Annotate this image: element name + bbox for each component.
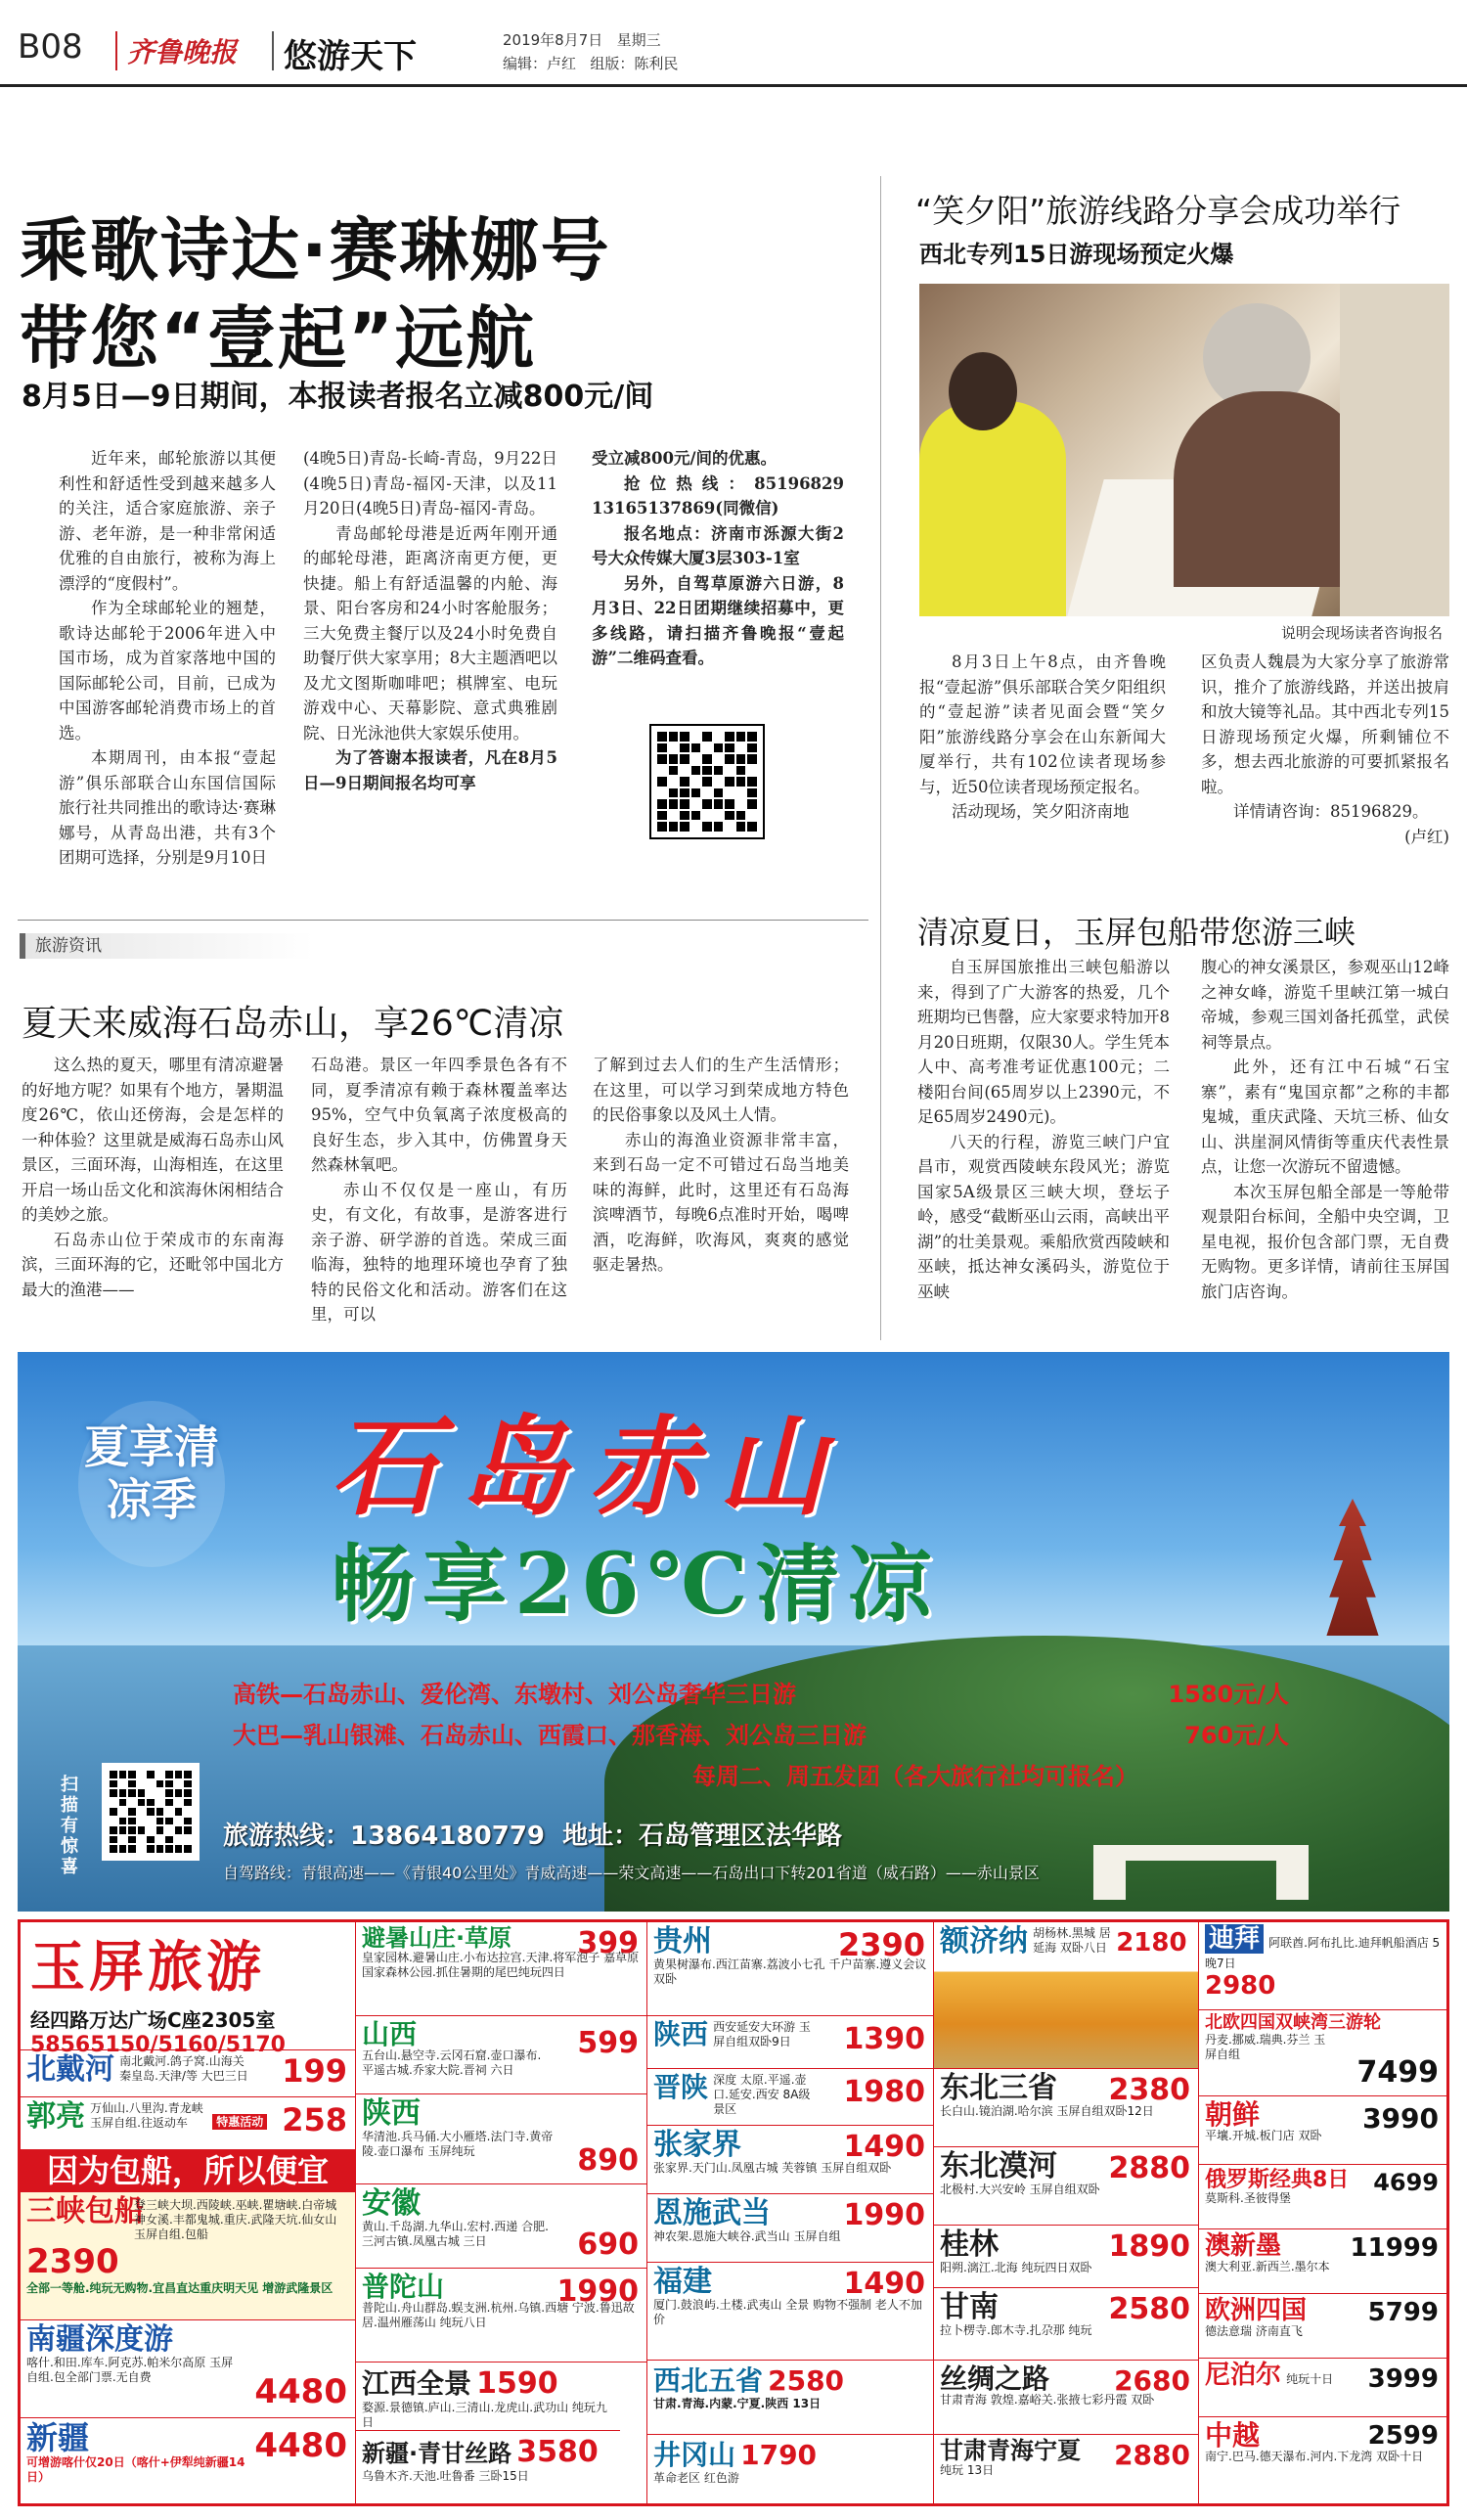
deal-aunz[interactable]: 澳新墨 11999 澳大利亚.新西兰.墨尔本 xyxy=(1199,2229,1446,2294)
ad-slogan: 夏享清凉季 xyxy=(78,1401,225,1567)
deal-fujian[interactable]: 福建 1490 厦门.鼓浪屿.土楼.武夷山 全景 购物不强制 老人不加价 xyxy=(647,2263,933,2361)
boat-column-1: 自玉屏国旅推出三峡包船游以来，得到了广大游客的热爱，几个班期均已售罄，应大家要求特加开8月20日班期，仅限30人。学生凭本人中、高考准考证优惠100元；二楼阳台间(65周岁以上2390元，不足65周岁2490元)。 八天的行程，游览三峡门户宜昌市，观赏西陵峡东段风光；游览国家5A级景区三峡大坝，登坛子岭，感受“截断巫山云雨，高峡出平湖”的壮美景观。乘船欣赏西陵峡和巫峡，抵达神女溪码头，游览位于巫峡 xyxy=(917,958,1170,1301)
ad-schedule: 每周二、周五发团（各大旅行社均可报名） xyxy=(692,1763,1138,1790)
event-photo xyxy=(919,284,1449,616)
news-section-label: 旅游资讯 xyxy=(20,933,313,959)
deal-nanjiang[interactable]: 南疆深度游 喀什.和田.库车.阿克苏.帕米尔高原 玉屏自组.包全部门票.无自费 4480 xyxy=(21,2319,355,2417)
ad-scan-label: 扫描有惊喜 xyxy=(61,1775,78,1877)
editor-credits: 编辑：卢红 组版：陈利民 xyxy=(503,55,679,72)
deal-xinjiang[interactable]: 新疆 可增游喀什仅20日（喀什+伊犁纯新疆14日） 4480 xyxy=(21,2417,355,2505)
news-column-1: 这么热的夏天，哪里有清凉避暑的好地方呢？如果有个地方，暑期温度26℃，依山还傍海，会是怎样的一种体验？这里就是威海石岛赤山风景区，三面环海，山海相连，在这里开启一场山岳文化和滨海休闲相结合的美妙之旅。 石岛赤山位于荣成市的东南海滨，三面环海的它，还毗邻中国北方最大的渔港—— xyxy=(22,1056,284,1299)
ad-contact: 旅游热线：13864180779 地址：石岛管理区法华路 xyxy=(223,1822,843,1851)
deal-shaanxi-b[interactable]: 陕西 西安延安大环游 玉屏自组双卧9日 1390 xyxy=(647,2016,933,2069)
ad-route-1: 高铁—石岛赤山、爱伦湾、东墩村、刘公岛奢华三日游 1580元/人 xyxy=(233,1681,1289,1708)
deal-shanxi[interactable]: 山西 五台山.悬空寺.云冈石窟.壶口瀑布.平遥古城.乔家大院.晋祠 六日 599 xyxy=(356,2016,646,2094)
issue-date: 2019年8月7日 星期三 xyxy=(503,31,661,49)
right-contact: 详情请咨询：85196829。 xyxy=(1233,802,1429,821)
deal-ejina[interactable]: 额济纳 胡杨林.黑城 居延海 双卧八日 2180 xyxy=(934,1922,1198,2069)
yuping-slogan: 因为包船，所以便宜 xyxy=(21,2149,355,2192)
lead-headline-1: 乘歌诗达·赛琳娜号 xyxy=(20,210,611,291)
lead-column-3: 受立减800元/间的优惠。 抢位热线：85196829 13165137869(同微信) 报名地点：济南市泺源大街2号大众传媒大厦3层303-1室 另外，自驾草原游六日游，8月3日、22日团期继续招募中，更多线路，请扫描齐鲁晚报“壹起游”二维码查看。 xyxy=(592,449,844,667)
deal-mohe[interactable]: 东北漠河 2880 北极村.大兴安岭 玉屏自组双卧 xyxy=(934,2147,1198,2226)
news-column-2: 石岛港。景区一年四季景色各有不同，夏季清凉有赖于森林覆盖率达95%，空气中负氧离子浓度极高的良好生态，步入其中，仿佛置身天然森林氧吧。 赤山不仅仅是一座山，有历史，有文化，有故事，是游客进行亲子游、研学游的首选。荣成三面临海，独特的地理环境也孕育了独特的民俗文化和活动。游客们在这里，可以 xyxy=(311,1056,567,1324)
lead-hotline: 抢位热线：85196829 13165137869(同微信) xyxy=(592,473,844,518)
paper-name: 齐鲁晚报 xyxy=(127,36,238,68)
news-column-3: 了解到过去人们的生产生活情形；在这里，可以学习到荣成地方特色的民俗事象以及风土人情。 赤山的海渔业资源非常丰富，来到石岛一定不可错过石岛当地美味的海鲜，此时，这里还有石岛海滨啤酒节，每晚6点准时开始，喝啤酒，吃海鲜，吹海风，爽爽的感觉驱走暑热。 xyxy=(593,1056,849,1274)
deal-vietnam[interactable]: 中越 2599 南宁.巴马.德天瀑布.河内.下龙湾 双卧十日 xyxy=(1205,2419,1439,2464)
deal-zhangjiajie[interactable]: 张家界 1490 张家界.天门山.凤凰古城 芙蓉镇 玉屏自组双卧 xyxy=(647,2126,933,2194)
lead-discount-note: 为了答谢本报读者，凡在8月5日—9日期间报名均可享 xyxy=(303,748,557,792)
deal-enshi[interactable]: 恩施武当 1990 神农架.恩施大峡谷.武当山 玉屏自组 xyxy=(647,2194,933,2263)
news-headline: 夏天来威海石岛赤山，享26℃清凉 xyxy=(22,1004,564,1044)
deal-anhui[interactable]: 安徽 黄山.千岛湖.九华山.宏村.西递 合肥.三河古镇.凤凰古城 三日 690 xyxy=(356,2184,646,2269)
deal-silk-xj[interactable]: 新疆·青甘丝路 3580 乌鲁木齐.天池.吐鲁番 三卧15日 xyxy=(362,2435,599,2483)
yuping-ad[interactable] xyxy=(18,1919,1449,2506)
deal-jinshan[interactable]: 晋陕 深度 太原.平遥.壶口.延安.西安 8A级景区 1980 xyxy=(647,2069,933,2126)
deal-guilin[interactable]: 桂林 1890 阳朔.漓江.北海 纯玩四日双卧 xyxy=(934,2226,1198,2288)
deal-jinggang[interactable]: 井冈山 1790 革命老区 红色游 xyxy=(653,2439,818,2485)
lead-address: 报名地点：济南市泺源大街2号大众传媒大厦3层303-1室 xyxy=(592,523,844,567)
ad-headline: 畅享26℃清凉 xyxy=(331,1535,940,1634)
lead-qr-code[interactable] xyxy=(649,724,765,839)
ad-title: 石岛赤山 xyxy=(331,1404,847,1530)
ad-route-2: 大巴—乳山银滩、石岛赤山、西霞口、那香海、刘公岛三日游 760元/人 xyxy=(233,1722,1289,1749)
pagoda-icon xyxy=(1318,1499,1387,1636)
deal-xibei[interactable]: 西北五省 2580 甘肃.青海.内蒙.宁夏.陕西 13日 xyxy=(647,2361,933,2435)
right-column-2: 区负责人魏晨为大家分享了旅游常识，推介了旅游线路，并送出披肩和放大镜等礼品。其中西北专列15日游现场预定火爆，所剩铺位不多，想去西北旅游的可要抓紧报名啦。 详情请咨询：85196829。 (卢红) xyxy=(1201,650,1449,849)
deal-shaanxi-a[interactable]: 陕西 华清池.兵马俑.大小雁塔.法门寺.黄帝陵.壶口瀑布 玉屏纯玩 890 xyxy=(356,2094,646,2184)
ad-drive-route: 自驾路线：青银高速——《青银40公里处》青威高速——荣文高速——石岛出口下转201省道（威石路）——赤山景区 xyxy=(223,1864,1040,1882)
deal-silkroad[interactable]: 丝绸之路 2680 甘肃青海 敦煌.嘉峪关.张掖七彩丹霞 双卧 xyxy=(934,2361,1198,2435)
deal-nordic[interactable]: 北欧四国双峡湾三游轮 丹麦.挪威.瑞典.芬兰 玉屏自组 7499 xyxy=(1199,2010,1446,2096)
deal-sanxia[interactable]: 三峡包船 登三峡大坝.西陵峡.巫峡.瞿塘峡.白帝城 神女溪.丰都鬼城.重庆.武隆天坑.仙女山 玉屏自组.包船 2390 全部一等舱.纯玩无购物.宜昌直达重庆明天见 增游武隆景区 xyxy=(21,2192,355,2319)
chishan-ad[interactable] xyxy=(18,1352,1449,1912)
deal-russia[interactable]: 俄罗斯经典8日 4699 莫斯科.圣彼得堡 xyxy=(1199,2165,1446,2229)
deal-beidaihe[interactable]: 北戴河 南北戴河.鸽子窝.山海关 秦皇岛.天津/等 大巴三日 199 xyxy=(21,2049,355,2096)
right-author: (卢红) xyxy=(1404,827,1449,846)
deal-gqn[interactable]: 甘肃青海宁夏 2880 纯玩 13日 xyxy=(940,2437,1190,2478)
ad-qr-code[interactable] xyxy=(102,1763,200,1861)
lead-headline-2: 带您“壹起”远航 xyxy=(20,298,537,379)
section-title: 悠游天下 xyxy=(284,37,417,76)
page-number: B08 xyxy=(18,27,83,67)
deal-guoliang[interactable]: 郭亮 万仙山.八里沟.青龙峡 玉屏自组.往返动车 特惠活动 258 xyxy=(21,2096,355,2147)
boat-headline: 清凉夏日，玉屏包船带您游三峡 xyxy=(917,914,1356,951)
boat-column-2: 腹心的神女溪景区，参观巫山12峰之神女峰，游览千里峡江第一城白帝城，参观三国刘备托孤堂，武侯祠等景点。 此外，还有江中石城“石宝寨”，素有“鬼国京都”之称的丰都鬼城，重庆武隆、天坑三桥、仙女山、洪崖洞风情街等重庆代表性景点，让您一次游玩不留遗憾。 本次玉屏包船全部是一等舱带观景阳台标间，全船中央空调，卫星电视，报价包含部门票，无自费无购物。更多详情，请前往玉屏国旅门店咨询。 xyxy=(1201,958,1449,1301)
lead-column-2: (4晚5日)青岛-长崎-青岛，9月22日(4晚5日)青岛-福冈-天津，以及11月20日(4晚5日)青岛-福冈-青岛。 青岛邮轮母港是近两年刚开通的邮轮母港，距离济南更方便，更快捷。船上有舒适温馨的内舱、海景、阳台客房和24小时客舱服务；三大免费主餐厅以及24小时免费自助餐厅供大家享用；8大主题酒吧以及尤文图斯咖啡吧；棋牌室、电玩游戏中心、天幕影院、意式典雅剧院、日光泳池供大家娱乐使用。 为了答谢本报读者，凡在8月5日—9日期间报名均可享 xyxy=(303,446,557,795)
deal-europe[interactable]: 欧洲四国 5799 德法意瑞 济南直飞 xyxy=(1199,2294,1446,2359)
right-column-1: 8月3日上午8点，由齐鲁晚报“壹起游”俱乐部联合笑夕阳组织的“壹起游”读者见面会暨“笑夕阳”旅游线路分享会在山东新闻大厦举行，共有102位读者现场参与，近50位读者现场预定报名。 活动现场，笑夕阳济南地 xyxy=(919,652,1166,821)
right-subtitle: 西北专列15日游现场预定火爆 xyxy=(919,241,1234,268)
lead-column-1: 近年来，邮轮旅游以其便利性和舒适性受到越来越多人的关注，适合家庭旅游、亲子游、老年游，是一种非常闲适优雅的自由旅行，被称为海上漂浮的“度假村”。 作为全球邮轮业的翘楚，歌诗达邮轮于2006年进入中国市场，成为首家落地中国的国际邮轮公司，目前，已成为中国游客邮轮消费市场上的首选。 本期周刊，由本报“壹起游”俱乐部联合山东国信国际旅行社共同推出的歌诗达·赛琳娜号，从青岛出港，共有3个团期可选择，分别是9月10日 xyxy=(59,449,276,867)
deal-guizhou[interactable]: 贵州 2390 黄果树瀑布.西江苗寨.荔波小七孔 千户苗寨.遵义会议 双卧 xyxy=(647,1922,933,2016)
deal-gannan[interactable]: 甘南 2580 拉卜楞寺.郎木寺.扎尕那 纯玩 xyxy=(934,2288,1198,2361)
deal-korea[interactable]: 朝鲜 3990 平壤.开城.板门店 双卧 xyxy=(1199,2096,1446,2165)
deal-bishu[interactable]: 避暑山庄·草原 皇家园林.避暑山庄.小布达拉宫.天津.将军泡子 嘉草原国家森林公园.抓住暑期的尾巴纯玩四日 399 xyxy=(356,1922,646,2016)
deal-dongbei[interactable]: 东北三省 2380 长白山.镜泊湖.哈尔滨 玉屏自组双卧12日 xyxy=(934,2069,1198,2147)
deal-nepal[interactable]: 尼泊尔 纯玩十日 3999 xyxy=(1199,2359,1446,2417)
yuping-brand: 玉屏旅游 经四路万达广场C座2305室 58565150/5160/5170 xyxy=(21,1922,355,2049)
deal-dubai[interactable]: 迪拜 阿联酋.阿布扎比.迪拜帆船酒店 5晚7日 2980 xyxy=(1199,1922,1446,2010)
masthead xyxy=(18,23,1449,74)
deal-jiangxi[interactable]: 江西全景 1590 婺源.景德镇.庐山.三清山.龙虎山.武功山 纯玩九日 xyxy=(356,2362,620,2431)
lead-subtitle: 8月5日—9日期间，本报读者报名立减800元/间 xyxy=(22,380,654,414)
right-headline: “笑夕阳”旅游线路分享会成功举行 xyxy=(915,192,1401,230)
deal-putuo[interactable]: 普陀山 1990 普陀山.舟山群岛.蜈支洲.杭州.乌镇.西塘 宁波.鲁迅故居.温州雁荡山 纯玩八日 xyxy=(356,2269,646,2362)
photo-caption: 说明会现场读者咨询报名 xyxy=(1281,624,1444,642)
